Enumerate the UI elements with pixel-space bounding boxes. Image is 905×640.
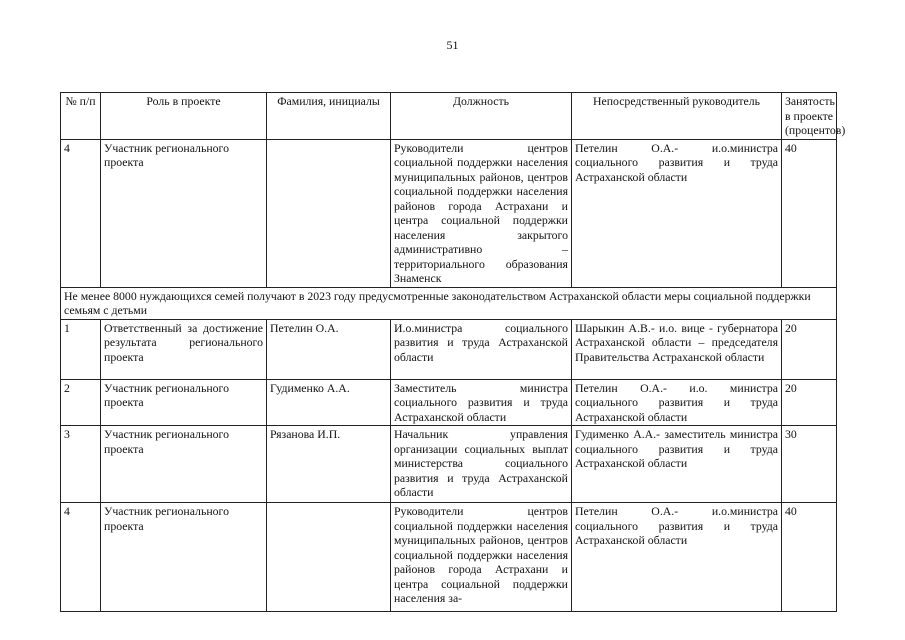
cell-position: Заместитель министра социального развития и труда Астраханской области (391, 379, 572, 426)
header-row (61, 93, 837, 140)
table-row (61, 426, 837, 503)
cell-employment: 40 (782, 139, 837, 287)
cell-supervisor: Шарыкин А.В.- и.о. вице - губернатора Астраханской области – председателя Правительства Астраханской области (572, 319, 782, 379)
cell-num: 3 (61, 426, 101, 503)
cell-position: И.о.министра социального развития и труда Астраханской области (391, 319, 572, 379)
header-position: Должность (391, 93, 572, 140)
cell-role: Участник регионального проекта (101, 139, 267, 287)
cell-supervisor: Петелин О.А.- и.о. министра социального развития и труда Астраханской области (572, 379, 782, 426)
cell-supervisor: Петелин О.А.- и.о.министра социального развития и труда Астраханской области (572, 503, 782, 612)
cell-name (267, 503, 391, 612)
cell-role: Участник регионального проекта (101, 426, 267, 503)
cell-role: Участник регионального проекта (101, 379, 267, 426)
header-role: Роль в проекте (101, 93, 267, 140)
cell-position: Начальник управления организации социальных выплат министерства социального развития и труда Астраханской области (391, 426, 572, 503)
cell-name: Рязанова И.П. (267, 426, 391, 503)
header-name: Фамилия, инициалы (267, 93, 391, 140)
section-title: Не менее 8000 нуждающихся семей получают в 2023 году предусмотренные законодательством Астраханской области меры социальной поддержки семьям с детьми (61, 287, 837, 319)
cell-supervisor: Гудименко А.А.- заместитель министра социального развития и труда Астраханской области (572, 426, 782, 503)
cell-position: Руководители центров социальной поддержки населения муниципальных районов, центров социальной поддержки населения районов города Астрахани и центра социальной поддержки населения за- (394, 504, 568, 605)
project-roles-table (60, 92, 846, 612)
cell-employment: 40 (782, 503, 837, 612)
cell-position: Руководители центров социальной поддержки населения муниципальных районов, центров социальной поддержки населения районов города Астрахани и центра социальной поддержки населения закрытого административно – территориального образования Знаменск (391, 139, 572, 287)
cell-employment: 20 (782, 319, 837, 379)
table-row (61, 503, 837, 612)
page-number: 51 (446, 38, 459, 52)
cell-num: 2 (61, 379, 101, 426)
cell-name: Петелин О.А. (267, 319, 391, 379)
header-supervisor: Непосредственный руководитель (572, 93, 782, 140)
table-row (61, 379, 837, 426)
cell-name (267, 139, 391, 287)
cell-num: 1 (61, 319, 101, 379)
cell-role: Участник регионального проекта (101, 503, 267, 612)
cell-role: Ответственный за достижение результата регионального проекта (101, 319, 267, 379)
cell-position-wrap (391, 503, 572, 612)
cell-employment: 30 (782, 426, 837, 503)
cell-employment: 20 (782, 379, 837, 426)
table-row (61, 319, 837, 379)
cell-name: Гудименко А.А. (267, 379, 391, 426)
table-row (61, 139, 837, 287)
header-num: № п/п (61, 93, 101, 140)
cell-num: 4 (61, 139, 101, 287)
cell-num: 4 (61, 503, 101, 612)
header-employment: Занятость в проекте (процентов) (782, 93, 837, 140)
cell-supervisor: Петелин О.А.- и.о.министра социального развития и труда Астраханской области (572, 139, 782, 287)
section-row (61, 287, 837, 319)
